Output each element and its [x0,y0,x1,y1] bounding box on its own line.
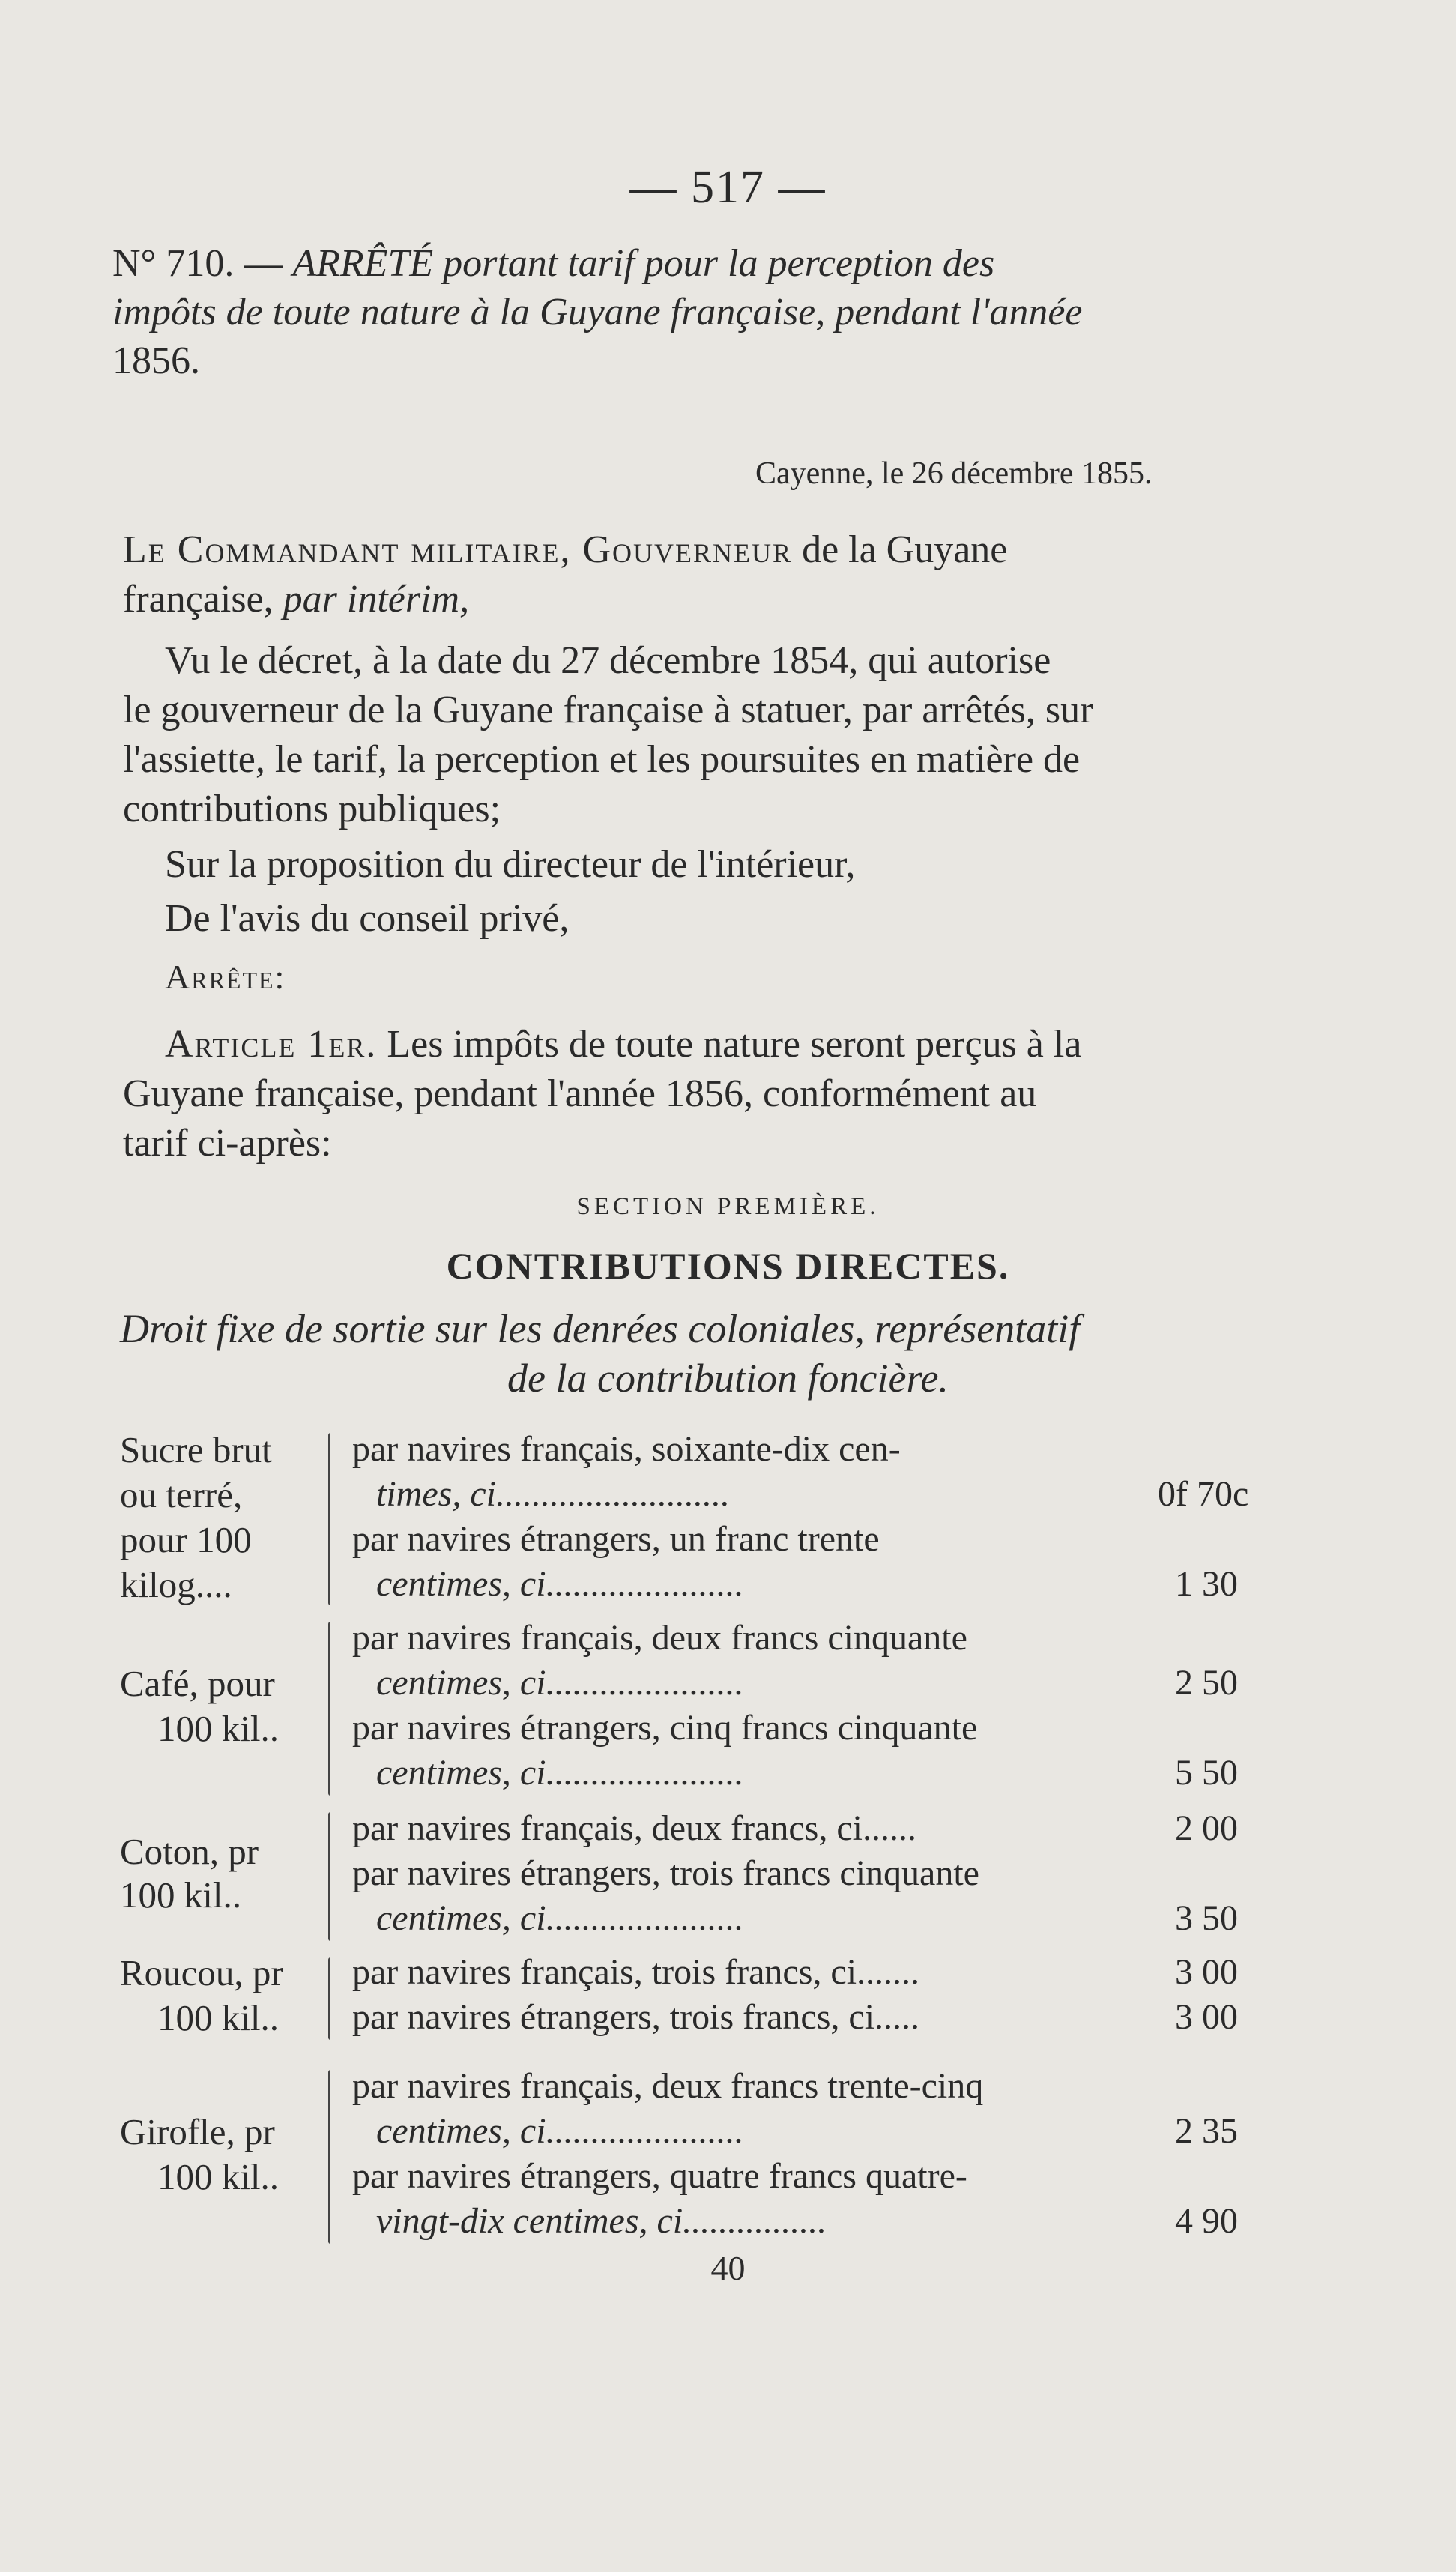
contributions-title: CONTRIBUTIONS DIRECTES. [446,1245,1010,1287]
arrete-title-line1: ARRÊTÉ portant tarif pour la perception des [292,242,995,285]
tariff-label: Coton, pr [120,1831,259,1872]
tariff-line: times, ci.......................... [376,1474,730,1514]
arrete-keyword: Arrête: [165,958,286,996]
tariff-line: par navires étrangers, quatre francs quatre- [352,2156,967,2196]
tariff-amount: 3 50 [1175,1898,1238,1938]
tariff-line: centimes, ci...................... [376,2111,744,2151]
tariff-line: par navires français, deux francs trente-cinq [352,2066,984,2106]
tariff-line: par navires français, deux francs cinquante [352,1618,967,1658]
tariff-amount: 3 00 [1175,1952,1238,1992]
tariff-line: par navires étrangers, trois francs, ci..... [352,1997,920,2037]
tariff-amount: 5 50 [1175,1753,1238,1793]
tariff-line: par navires français, deux francs, ci...... [352,1808,916,1848]
tariff-label: 100 kil.. [157,2156,279,2197]
tariff-line: par navires français, soixante-dix cen- [352,1429,901,1469]
avis-conseil: De l'avis du conseil privé, [165,897,570,940]
tariff-amount: 2 50 [1175,1663,1238,1703]
preamble-line2 [123,576,469,624]
tariff-label: kilog.... [120,1564,232,1605]
tariff-label: ou terré, [120,1474,243,1515]
arrete-number: N° 710. — [112,242,283,285]
brace [328,1812,330,1941]
tariff-label: pour 100 [120,1519,252,1560]
vu-line1: Vu le décret, à la date du 27 décembre 1854, qui autorise [165,639,1051,682]
brace [328,1433,330,1605]
brace [328,1957,330,2040]
vu-line4: contributions publiques; [123,788,501,830]
tariff-amount: 4 90 [1175,2201,1238,2241]
tariff-label: 100 kil.. [157,1708,279,1749]
tariff-line: par navires étrangers, cinq francs cinquante [352,1708,978,1748]
brace [328,2070,330,2244]
section-heading: SECTION PREMIÈRE. [576,1193,880,1220]
arrete-heading-line1 [112,240,994,288]
brace [328,1622,330,1796]
tariff-label: 100 kil.. [120,1874,241,1916]
tariff-line: centimes, ci...................... [376,1753,744,1793]
article-label: Article 1er. [165,1023,378,1066]
preamble-line1 [123,526,1007,574]
preamble-line2-start: française, [123,578,274,621]
tariff-amount: 2 35 [1175,2111,1238,2151]
sur-proposition: Sur la proposition du directeur de l'intérieur, [165,843,856,886]
signature-mark: 40 [710,2249,746,2287]
article-line1-text: Les impôts de toute nature seront perçus à la [387,1023,1082,1066]
tariff-label: Girofle, pr [120,2111,275,2152]
dateline: Cayenne, le 26 décembre 1855. [755,456,1153,491]
tariff-line: par navires français, trois francs, ci....... [352,1952,920,1992]
page-number: — 517 — [629,162,827,213]
vu-line2: le gouverneur de la Guyane française à statuer, par arrêtés, sur [123,689,1093,731]
tariff-line: vingt-dix centimes, ci................ [376,2201,827,2241]
tariff-amount: 3 00 [1175,1997,1238,2037]
tariff-amount: 1 30 [1175,1564,1238,1604]
preamble-line1-end: de la Guyane [802,528,1008,571]
tariff-amount: 0f 70c [1158,1474,1249,1514]
tariff-label: Roucou, pr [120,1952,283,1993]
commandant-title: Le Commandant militaire, Gouverneur [123,528,793,571]
tariff-line: par navires étrangers, trois francs cinquante [352,1853,979,1893]
arrete-title-line2: impôts de toute nature à la Guyane française, pendant l'année [112,291,1083,333]
tariff-line: centimes, ci...................... [376,1663,744,1703]
tariff-line: par navires étrangers, un franc trente [352,1519,880,1559]
tariff-line: centimes, ci...................... [376,1564,744,1604]
article-line2: Guyane française, pendant l'année 1856, conformément au [123,1072,1037,1115]
tariff-label: Sucre brut [120,1429,272,1470]
tariff-amount: 2 00 [1175,1808,1238,1848]
tariff-label: Café, pour [120,1663,275,1704]
subtitle-line2: de la contribution foncière. [507,1356,949,1401]
tariff-line: centimes, ci...................... [376,1898,744,1938]
article-line3: tarif ci-après: [123,1122,332,1165]
article-line1 [165,1021,1081,1069]
vu-line3: l'assiette, le tarif, la perception et les poursuites en matière de [123,738,1081,781]
par-interim: par intérim, [283,578,470,621]
tariff-label: 100 kil.. [157,1997,279,2038]
arrete-title-line3: 1856. [112,339,200,382]
subtitle-line1: Droit fixe de sortie sur les denrées coloniales, représentatif [120,1306,1081,1351]
